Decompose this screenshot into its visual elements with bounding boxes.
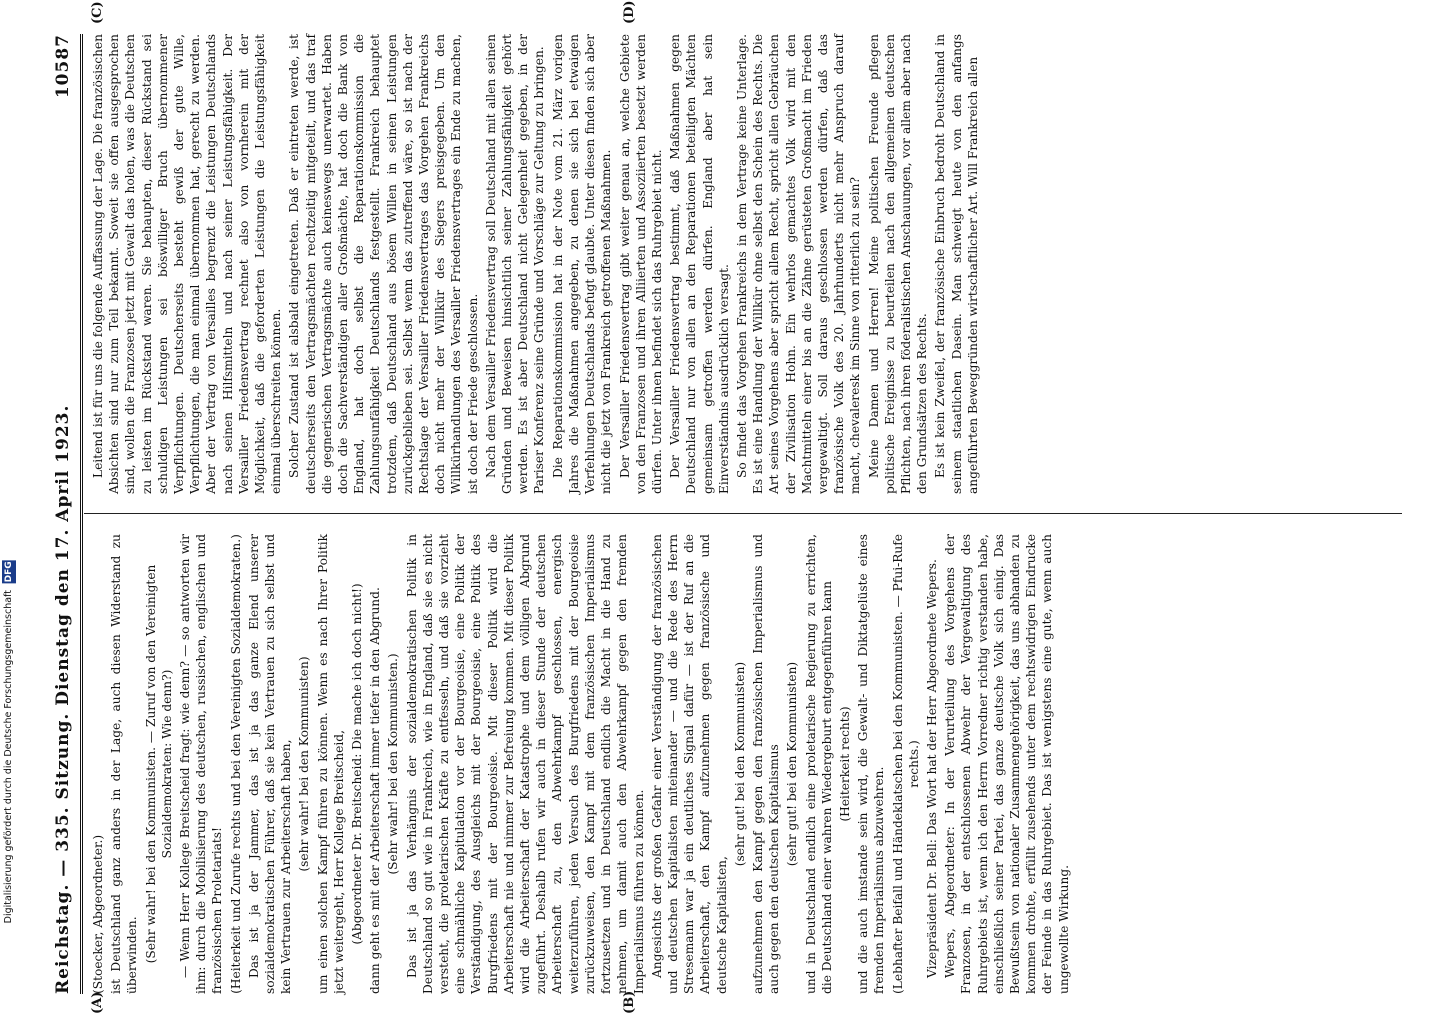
page-number: 10587 — [53, 34, 73, 99]
margin-marker-a: (A) — [90, 991, 105, 1014]
paragraph: Leitend ist für uns die folgende Auffassung der Lage. Die französischen Absichten sind nur zum Teil bekannt. Soweit sie offen ausgesprochen sind, wollen die Franzosen jetzt mit Gewalt das holen, was die Deutschen zu leisten im Rückstand waren. Sie behaupten, dieser Rückstand sei schuldigen Leistungen sei böswilliger Bruch übernommener Verpflichtungen. Deutscherseits besteht gewiß der gute Wille, Verpflichtungen, die man einmal übernommen hat, gerecht zu werden. Aber der Vertrag von Versailles begrenzt die Leistungen Deutschlands nach seinen Hilfsmitteln und nach seiner Leistungsfähigkeit. Der Versailler Friedensvertrag rechnet also von vornherein mit der Möglichkeit, daß die geforderten Leistungen die Leistungsfähigkeit einmal überschreiten können. — [91, 34, 284, 494]
interjection: (Sehr wahr! bei den Kommunisten. — Zuruf von den Vereinigten Sozialdemokraten: Wie denn?) — [143, 564, 174, 964]
paragraph: Das ist ja das Verhängnis der sozialdemokratischen Politik in Deutschland so gut wie in Frankreich, wie in England, daß sie es nicht versteht, die proletarischen Kräfte zu entfesseln, und daß sie vorzieht eine schmähliche Kapitulation vor der Bourgeoisie, eine Politik der Verständigung, des Ausgleichs mit der Bourgeoisie, eine Politik des Burgfriedens mit der Bourgeoisie. Mit dieser Politik wird die Arbeiterschaft nie und nimmer zur Befreiung kommen. Mit dieser Politik wird die Arbeiterschaft der Katastrophe und dem völligen Abgrund zugeführt. Deshalb rufen wir auch in dieser Stunde der deutschen Arbeiterschaft zu, den Abwehrkampf geschlossen, energisch weiterzuführen, jeden Versuch des Burgfriedens mit der Bourgeoisie zurückzuweisen, den Kampf mit dem französischen Imperialismus fortzusetzen und in Deutschland endlich die Macht in die Hand zu nehmen, um damit auch den Abwehrkampf gegen den fremden Imperialismus führen zu können. — [404, 534, 646, 994]
paragraph: und in Deutschland endlich eine proletarische Regierung zu errichten, die Deutschland einer wahren Wiedergeburt entgegenführen kann — [803, 534, 834, 994]
interjection: (Abgeordneter Dr. Breitscheid: Die mache ich doch nicht!) — [350, 583, 365, 945]
interjection: (Heiterkeit rechts) — [837, 706, 852, 822]
page-header — [50, 34, 76, 994]
interjection: (sehr gut! bei den Kommunisten) — [785, 661, 800, 867]
paragraph: — Wenn Herr Kollege Breitscheid fragt: wie denn? — so antworten wir ihm: durch die Mobilisierung des deutschen, russischen, englischen und französischen Proletariats! — [178, 534, 225, 994]
column-divider — [84, 513, 1402, 514]
interjection: (Lebhafter Beifall und Händeklatschen bei den Kommunisten. — Pfui-Rufe rechts.) — [890, 534, 921, 994]
rotated-page — [42, 0, 1412, 1014]
header-title: Reichstag. — 335. Sitzung. Dienstag den 17. April 1923. — [53, 404, 73, 994]
paragraph: ist Deutschland ganz anders in der Lage, auch diesen Widerstand zu überwinden. — [109, 534, 140, 994]
credit-text: Digitalisierung gefördert durch die Deutsche Forschungsgemeinschaft — [3, 590, 14, 924]
speaker-paragraph: Wepers, Abgeordneter: In der Verurteilung des Vorgehens der Franzosen, in der entschlossenen Abwehr der Vergewaltigung des Ruhrgebiets ist, wenn ich den Herrn Vorredner richtig verstanden habe, einschließlich seiner Partei, das ganze deutsche Volk sich einig. Das Bewußtsein von nationaler Zusammengehörigkeit, das uns abhanden zu kommen drohte, erfüllt zusehends unter dem rechtswidrigen Eindrucke der Feinde in das Ruhrgebiet. Das ist wenigstens eine gute, wenn auch ungewollte Wirkung. — [943, 534, 1071, 994]
dfg-logo: DFG — [4, 561, 14, 583]
interjection: (sehr gut! bei den Kommunisten) — [732, 661, 747, 867]
paragraph: Der Versailler Friedensvertrag bestimmt, daß Maßnahmen gegen Deutschland nur von allen an den Reparationen beteiligten Mächten gemeinsam getroffen werden dürfen. England aber hat sein Einverständnis ausdrücklich versagt. — [668, 34, 731, 494]
digitization-credit — [2, 560, 16, 923]
margin-marker-d: (D) — [622, 0, 637, 24]
right-column — [90, 34, 983, 494]
paragraph: dann geht es mit der Arbeiterschaft immer tiefer in den Abgrund. — [368, 587, 383, 994]
header-rule — [80, 34, 83, 994]
paragraph: Meine Damen und Herren! Meine politischen Freunde pflegen politische Ereignisse zu beurteilen nach den allgemeinen deutschen Pflichten, nach ihren föderalistischen Anschauungen, vor allem aber nach den Grundsätzen des Rechts. — [866, 34, 930, 494]
paragraph: Es ist kein Zweifel, der französische Einbruch bedroht Deutschland in seinem staatlichen Dasein. Man schweigt heute von den anfangs angeführten Beweggründen wirtschaftlicher Art. Will Frankreich allen — [933, 34, 980, 494]
left-column — [90, 534, 1074, 994]
interjection: (Sehr wahr! bei den Kommunisten.) — [386, 653, 401, 875]
paragraph: Solcher Zustand ist alsbald eingetreten. Daß er eintreten werde, ist deutscherseits den Vertragsmächten rechtzeitig mitgeteilt, und das traf die gegnerischen Vertragsmächte auch keineswegs unerwartet. Haben doch die Sachverständigen aller Großmächte, hat doch die Bank von England, hat doch selbst die Reparationskommission die Zahlungsunfähigkeit Deutschlands festgestellt. Frankreich behauptet trotzdem, daß Deutschland aus bösem Willen in seinen Leistungen zurückgeblieben sei. Selbst wenn das zutreffend wäre, so ist nach der Rechtslage der Versailler Friedensvertrages das Vorgehen Frankreichs doch nicht mehr der Willkür des Siegers preisgegeben. Um den Willkürhandlungen des Versailler Friedensvertrages ein Ende zu machen, ist doch der Friede geschlossen. — [287, 34, 480, 494]
interjection: (sehr wahr! bei den Kommunisten) — [297, 656, 312, 872]
paragraph: So findet das Vorgehen Frankreichs in dem Vertrage keine Unterlage. Es ist eine Handlung der Willkür ohne selbst den Schein des Rechts. Die Art seines Vorgehens aber spricht allem Recht, spricht allen Gebräuchen der Zivilisation Hohn. Ein wehrlos gemachtes Volk wird mit den Machtmitteln einer bis an die Zähne gerüsteten Großmacht im Frieden vergewaltigt. Soll daraus geschlossen werden dürfen, daß das französische Volk des 20. Jahrhunderts nicht mehr Anspruch darauf macht, chevaleresk im Sinne von ritterlich zu sein? — [734, 34, 863, 494]
paragraph: und die auch imstande sein wird, die Gewalt- und Diktatgelüste eines fremden Imperialismus abzuwehren. — [856, 534, 887, 994]
paragraph: Die Reparationskommission hat in der Note vom 21. März vorigen Jahres die Maßnahmen angegeben, zu denen sie sich bei etwaigen Verfehlungen Deutschlands befugt glaubte. Unter diesen finden sich aber nicht die jetzt von Frankreich getroffenen Maßnahmen. — [550, 34, 614, 494]
margin-marker-c: (C) — [90, 1, 105, 24]
paragraph: Der Versailler Friedensvertrag gibt weiter genau an, welche Gebiete von den Franzosen und ihren Alliierten und Assoziierten besetzt werden dürfen. Unter ihnen befindet sich das Ruhrgebiet nicht. — [617, 34, 664, 494]
margin-marker-b: (B) — [622, 990, 637, 1014]
speaker-running-head: (Stoecker, Abgeordneter.) — [91, 834, 105, 994]
interjection: (Heiterkeit und Zurufe rechts und bei den Vereinigten Sozialdemokraten.) — [228, 534, 243, 994]
paragraph: aufzunehmen den Kampf gegen den französischen Imperialismus und auch gegen den deutschen Kapitalismus — [750, 534, 782, 994]
presiding-statement: Vizepräsident Dr. Bell: Das Wort hat der Herr Abgeordnete Wepers. — [924, 559, 939, 978]
paragraph: Das ist ja der Jammer, das ist ja das ganze Elend unserer sozialdemokratischen Führer, daß sie kein Vertrauen zu sich selbst und kein Vertrauen zur Arbeiterschaft haben, — [246, 534, 294, 994]
paragraph: Angesichts der großen Gefahr einer Verständigung der französischen und deutschen Kapitalisten miteinander — und die Rede des Herrn Stresemann war ja ein deutliches Signal dafür — ist der Ruf an die Arbeiterschaft, den Kampf aufzunehmen gegen französische und deutsche Kapitalisten, — [649, 534, 729, 994]
paragraph: um einen solchen Kampf führen zu können. Wenn es nach Ihrer Politik jetzt weitergeht, Herr Kollege Breitscheid, — [315, 534, 346, 994]
paragraph: Nach dem Versailler Friedensvertrag soll Deutschland mit allen seinen Gründen und Beweisen hinsichtlich seiner Zahlungsfähigkeit gehört werden. Es ist aber Deutschland nicht Gelegenheit gegeben, in der Pariser Konferenz seine Gründe und Vorschläge zur Geltung zu bringen. — [483, 34, 547, 494]
